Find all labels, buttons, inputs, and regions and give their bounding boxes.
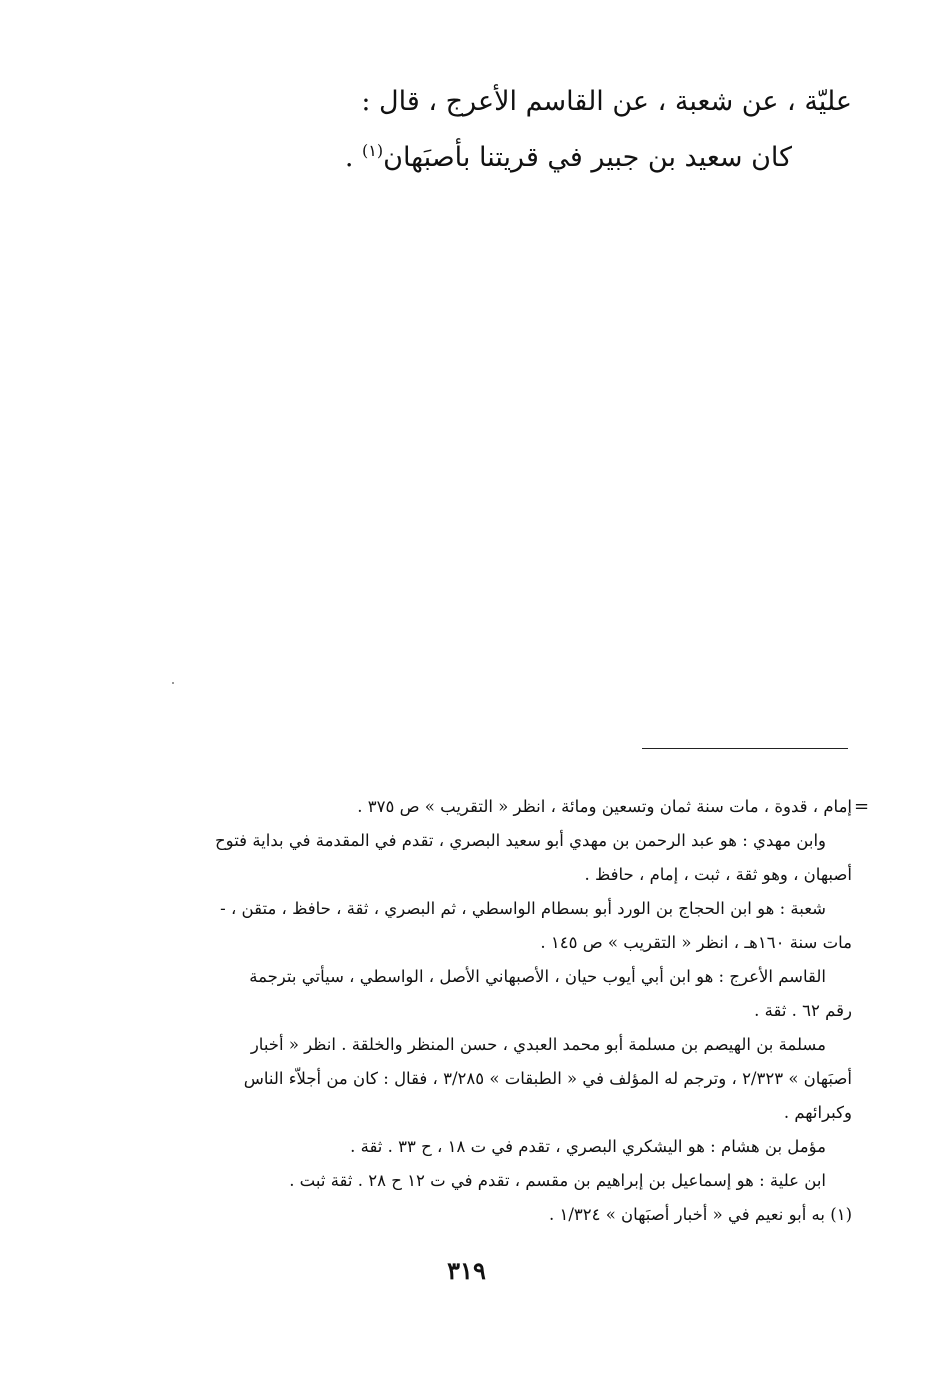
footnote-line: رقم ٦٢ . ثقة . <box>754 1001 852 1020</box>
footnote-line-source: (١) به أبو نعيم في « أخبار أصبَهان » ١/٣٢٤ . <box>548 1205 852 1224</box>
stray-dot <box>172 682 174 684</box>
page-number: ٣١٩ <box>447 1256 486 1285</box>
footnote-line: مسلمة بن الهيصم بن مسلمة أبو محمد العبدي ، حسن المنظر والخلقة . انظر « أخبار <box>250 1035 826 1054</box>
footnote-line: أصبهان ، وهو ثقة ، ثبت ، إمام ، حافظ . <box>584 865 852 884</box>
footnote-line: وكبرائهم . <box>783 1103 852 1122</box>
main-text-line-2-body: كان سعيد بن جبير في قريتنا بأصبَهان <box>383 142 792 173</box>
footnote-line: شعبة : هو ابن الحجاج بن الورد أبو بسطام الواسطي ، ثم البصري ، ثقة ، حافظ ، متقن ، - <box>220 899 826 918</box>
footnote-line: أصبَهان » ٢/٣٢٣ ، وترجم له المؤلف في « الطبقات » ٣/٢٨٥ ، فقال : كان من أجلاّء الناس <box>243 1069 852 1088</box>
main-text-line-1: عليّة ، عن شعبة ، عن القاسم الأعرج ، قال : <box>361 86 852 117</box>
main-text-line-2 <box>100 130 852 186</box>
continuation-mark: = <box>854 796 870 817</box>
footnote-line: ابن علية : هو إسماعيل بن إبراهيم بن مقسم ، تقدم في ت ١٢ ح ٢٨ . ثقة ثبت . <box>289 1171 826 1190</box>
main-text-line-2-end: . <box>344 142 363 173</box>
footnote-line: القاسم الأعرج : هو ابن أبي أيوب حيان ، الأصبهاني الأصل ، الواسطي ، سيأتي بترجمة <box>249 967 826 986</box>
footnote-line: مؤمل بن هشام : هو اليشكري البصري ، تقدم في ت ١٨ ، ح ٣٣ . ثقة . <box>350 1137 826 1156</box>
footnote-line: مات سنة ١٦٠هـ ، انظر « التقريب » ص ١٤٥ . <box>540 933 852 952</box>
main-text <box>100 74 852 186</box>
footnote-line: وابن مهدي : هو عبد الرحمن بن مهدي أبو سعيد البصري ، تقدم في المقدمة في بداية فتوح <box>215 831 826 850</box>
footnote-separator-rule <box>642 748 848 749</box>
footnotes <box>132 790 852 1232</box>
footnote-line: إمام ، قدوة ، مات سنة ثمان وتسعين ومائة ، انظر « التقريب » ص ٣٧٥ . <box>357 797 852 816</box>
footnote-reference: (١) <box>362 141 384 160</box>
